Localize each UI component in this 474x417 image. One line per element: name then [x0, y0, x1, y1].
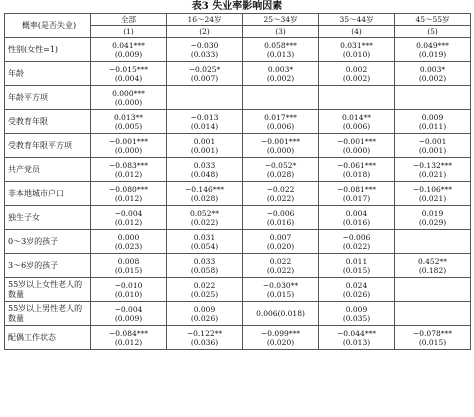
coefficient: 0.007: [269, 232, 292, 242]
standard-error: (0.010): [114, 289, 143, 299]
coefficient: 0.006(0.018): [256, 309, 305, 318]
standard-error: (0.002): [418, 73, 447, 83]
coefficient: −0.030**: [262, 280, 299, 290]
coefficient: 0.000: [117, 232, 140, 242]
standard-error: (0.036): [190, 337, 219, 347]
estimate-cell: [319, 278, 395, 302]
estimate-cell: [243, 278, 319, 302]
standard-error: (0.015): [342, 265, 371, 275]
estimate-cell: [395, 326, 471, 350]
group-header: 16～24岁: [167, 14, 243, 26]
table-row: [5, 38, 471, 62]
column-number: (3): [243, 26, 319, 38]
variable-label: 55岁以上男性老人的数量: [5, 302, 91, 326]
coefficient: 0.000***: [112, 88, 145, 98]
standard-error: (0.013): [266, 49, 295, 59]
coefficient: 0.024: [345, 280, 368, 290]
coefficient: 0.052**: [190, 208, 219, 218]
standard-error: (0.013): [342, 337, 371, 347]
estimate-cell: [395, 38, 471, 62]
estimate-cell: [395, 230, 471, 254]
estimate-cell: [395, 278, 471, 302]
estimate-cell: [91, 110, 167, 134]
standard-error: (0.014): [190, 121, 219, 131]
standard-error: (0.004): [114, 73, 143, 83]
coefficient: −0.001***: [260, 136, 300, 146]
table-row: [5, 278, 471, 302]
coefficient: −0.004: [114, 304, 143, 314]
estimate-cell: [167, 182, 243, 206]
standard-error: (0.028): [266, 169, 295, 179]
estimate-cell: [319, 302, 395, 326]
estimate-cell: [319, 86, 395, 110]
estimate-cell: [167, 278, 243, 302]
coefficient: 0.004: [345, 208, 368, 218]
coefficient: −0.083***: [108, 160, 148, 170]
estimate-cell: [91, 182, 167, 206]
coefficient: 0.009: [421, 112, 444, 122]
coefficient: 0.031: [193, 232, 216, 242]
standard-error: (0.017): [342, 193, 371, 203]
coefficient: −0.078***: [412, 328, 452, 338]
coefficient: −0.044***: [336, 328, 376, 338]
estimate-cell: [395, 158, 471, 182]
standard-error: (0.000): [114, 145, 143, 155]
table-row: [5, 182, 471, 206]
coefficient: −0.052*: [264, 160, 297, 170]
coefficient: −0.015***: [108, 64, 148, 74]
column-number: (1): [91, 26, 167, 38]
coefficient: 0.011: [345, 256, 368, 266]
estimate-cell: [319, 134, 395, 158]
estimate-cell: [91, 326, 167, 350]
coefficient: −0.099***: [260, 328, 300, 338]
standard-error: (0.022): [342, 241, 371, 251]
standard-error: (0.029): [418, 217, 447, 227]
standard-error: (0.182): [418, 265, 447, 275]
regression-table: [4, 13, 471, 350]
coefficient: 0.022: [193, 280, 216, 290]
group-header: 35～44岁: [319, 14, 395, 26]
standard-error: (0.020): [266, 241, 295, 251]
coefficient: 0.022: [269, 256, 292, 266]
coefficient: −0.061***: [336, 160, 376, 170]
table-row: [5, 134, 471, 158]
column-number: (5): [395, 26, 471, 38]
coefficient: −0.084***: [108, 328, 148, 338]
standard-error: (0.058): [190, 265, 219, 275]
estimate-cell: [91, 86, 167, 110]
standard-error: (0.023): [114, 241, 143, 251]
estimate-cell: [395, 134, 471, 158]
standard-error: (0.020): [266, 337, 295, 347]
estimate-cell: [91, 302, 167, 326]
variable-label: 非本地城市户口: [5, 182, 91, 206]
coefficient: −0.106***: [412, 184, 452, 194]
coefficient: −0.006: [342, 232, 371, 242]
coefficient: 0.031***: [340, 40, 373, 50]
dependent-variable-label: 概率(是否失业): [5, 14, 91, 38]
coefficient: 0.003*: [267, 64, 294, 74]
variable-label: 独生子女: [5, 206, 91, 230]
estimate-cell: [243, 38, 319, 62]
standard-error: (0.015): [418, 337, 447, 347]
estimate-cell: [319, 38, 395, 62]
table-row: [5, 230, 471, 254]
estimate-cell: [91, 134, 167, 158]
variable-label: 配偶工作状态: [5, 326, 91, 350]
coefficient: 0.058***: [264, 40, 297, 50]
coefficient: −0.013: [190, 112, 219, 122]
estimate-cell: [91, 254, 167, 278]
estimate-cell: [243, 182, 319, 206]
coefficient: 0.019: [421, 208, 444, 218]
standard-error: (0.015): [114, 265, 143, 275]
estimate-cell: [91, 278, 167, 302]
standard-error: (0.005): [114, 121, 143, 131]
estimate-cell: [395, 110, 471, 134]
estimate-cell: [167, 254, 243, 278]
standard-error: (0.000): [266, 145, 295, 155]
standard-error: (0.016): [266, 217, 295, 227]
estimate-cell: [319, 110, 395, 134]
coefficient: 0.009: [345, 304, 368, 314]
coefficient: −0.030: [190, 40, 219, 50]
group-header: 25～34岁: [243, 14, 319, 26]
standard-error: (0.001): [418, 145, 447, 155]
estimate-cell: [319, 230, 395, 254]
table-row: [5, 62, 471, 86]
standard-error: (0.002): [266, 73, 295, 83]
table-row: [5, 158, 471, 182]
coefficient: 0.003*: [419, 64, 446, 74]
coefficient: 0.009: [193, 304, 216, 314]
variable-label: 0～3岁的孩子: [5, 230, 91, 254]
standard-error: (0.016): [342, 217, 371, 227]
table-row: [5, 254, 471, 278]
standard-error: (0.028): [190, 193, 219, 203]
coefficient: 0.002: [345, 64, 368, 74]
standard-error: (0.006): [266, 121, 295, 131]
standard-error: (0.011): [418, 121, 447, 131]
estimate-cell: [395, 302, 471, 326]
estimate-cell: [243, 302, 319, 326]
coefficient: 0.008: [117, 256, 140, 266]
estimate-cell: [395, 206, 471, 230]
standard-error: (0.022): [266, 193, 295, 203]
estimate-cell: [167, 158, 243, 182]
coefficient: 0.033: [193, 160, 216, 170]
column-number: (4): [319, 26, 395, 38]
coefficient: 0.033: [193, 256, 216, 266]
standard-error: (0.021): [418, 193, 447, 203]
standard-error: (0.048): [190, 169, 219, 179]
estimate-cell: [167, 230, 243, 254]
estimate-cell: [167, 38, 243, 62]
column-number: (2): [167, 26, 243, 38]
coefficient: −0.001***: [336, 136, 376, 146]
estimate-cell: [91, 206, 167, 230]
coefficient: −0.122**: [186, 328, 223, 338]
standard-error: (0.021): [418, 169, 447, 179]
estimate-cell: [243, 230, 319, 254]
estimate-cell: [167, 134, 243, 158]
variable-label: 受教育年限: [5, 110, 91, 134]
table-body: [5, 38, 471, 350]
standard-error: (0.054): [190, 241, 219, 251]
standard-error: (0.002): [342, 73, 371, 83]
estimate-cell: [319, 254, 395, 278]
estimate-cell: [167, 302, 243, 326]
standard-error: (0.019): [418, 49, 447, 59]
estimate-cell: [243, 86, 319, 110]
estimate-cell: [395, 182, 471, 206]
estimate-cell: [91, 158, 167, 182]
coefficient: −0.001: [418, 136, 447, 146]
group-header-row: [5, 14, 471, 26]
estimate-cell: [395, 62, 471, 86]
estimate-cell: [91, 62, 167, 86]
group-header: 45～55岁: [395, 14, 471, 26]
estimate-cell: [319, 158, 395, 182]
estimate-cell: [167, 86, 243, 110]
standard-error: (0.012): [114, 193, 143, 203]
table-row: [5, 86, 471, 110]
coefficient: 0.014**: [342, 112, 371, 122]
standard-error: (0.001): [190, 145, 219, 155]
coefficient: −0.010: [114, 280, 143, 290]
standard-error: (0.012): [114, 169, 143, 179]
coefficient: −0.004: [114, 208, 143, 218]
standard-error: (0.007): [190, 73, 219, 83]
coefficient: −0.146***: [184, 184, 224, 194]
table-row: [5, 302, 471, 326]
estimate-cell: [243, 254, 319, 278]
estimate-cell: [91, 230, 167, 254]
coefficient: −0.025*: [188, 64, 221, 74]
table-title: 表3 失业率影响因素: [191, 1, 283, 12]
estimate-cell: [243, 134, 319, 158]
variable-label: 性别(女性=1): [5, 38, 91, 62]
estimate-cell: [319, 326, 395, 350]
coefficient: −0.132***: [412, 160, 452, 170]
group-header: 全部: [91, 14, 167, 26]
variable-label: 年龄平方项: [5, 86, 91, 110]
table-row: [5, 326, 471, 350]
table-row: [5, 110, 471, 134]
standard-error: (0.035): [342, 313, 371, 323]
estimate-cell: [395, 86, 471, 110]
estimate-cell: [319, 182, 395, 206]
standard-error: (0.009): [114, 313, 143, 323]
standard-error: (0.006): [342, 121, 371, 131]
coefficient: −0.022: [266, 184, 295, 194]
standard-error: (0.012): [114, 337, 143, 347]
estimate-cell: [243, 158, 319, 182]
variable-label: 年龄: [5, 62, 91, 86]
estimate-cell: [395, 254, 471, 278]
standard-error: (0.015): [266, 289, 295, 299]
variable-label: 3～6岁的孩子: [5, 254, 91, 278]
standard-error: (0.000): [114, 97, 143, 107]
standard-error: (0.022): [266, 265, 295, 275]
estimate-cell: [243, 110, 319, 134]
standard-error: (0.018): [342, 169, 371, 179]
coefficient: −0.081***: [336, 184, 376, 194]
coefficient: 0.001: [193, 136, 216, 146]
estimate-cell: [167, 62, 243, 86]
standard-error: (0.022): [190, 217, 219, 227]
estimate-cell: [91, 38, 167, 62]
standard-error: (0.025): [190, 289, 219, 299]
estimate-cell: [243, 206, 319, 230]
variable-label: 共产党员: [5, 158, 91, 182]
estimate-cell: [319, 206, 395, 230]
standard-error: (0.000): [342, 145, 371, 155]
coefficient: 0.017***: [264, 112, 297, 122]
estimate-cell: [167, 326, 243, 350]
estimate-cell: [243, 326, 319, 350]
estimate-cell: [167, 206, 243, 230]
variable-label: 受教育年限平方项: [5, 134, 91, 158]
coefficient: 0.049***: [416, 40, 449, 50]
variable-label: 55岁以上女性老人的数量: [5, 278, 91, 302]
estimate-cell: [319, 62, 395, 86]
standard-error: (0.033): [190, 49, 219, 59]
standard-error: (0.026): [190, 313, 219, 323]
standard-error: (0.010): [342, 49, 371, 59]
standard-error: (0.009): [114, 49, 143, 59]
coefficient: −0.001***: [108, 136, 148, 146]
coefficient: −0.080***: [108, 184, 148, 194]
standard-error: (0.026): [342, 289, 371, 299]
coefficient: 0.041***: [112, 40, 145, 50]
table-row: [5, 206, 471, 230]
estimate-cell: [167, 110, 243, 134]
standard-error: (0.012): [114, 217, 143, 227]
coefficient: 0.013**: [114, 112, 143, 122]
coefficient: 0.452**: [418, 256, 447, 266]
estimate-cell: [243, 62, 319, 86]
coefficient: −0.006: [266, 208, 295, 218]
